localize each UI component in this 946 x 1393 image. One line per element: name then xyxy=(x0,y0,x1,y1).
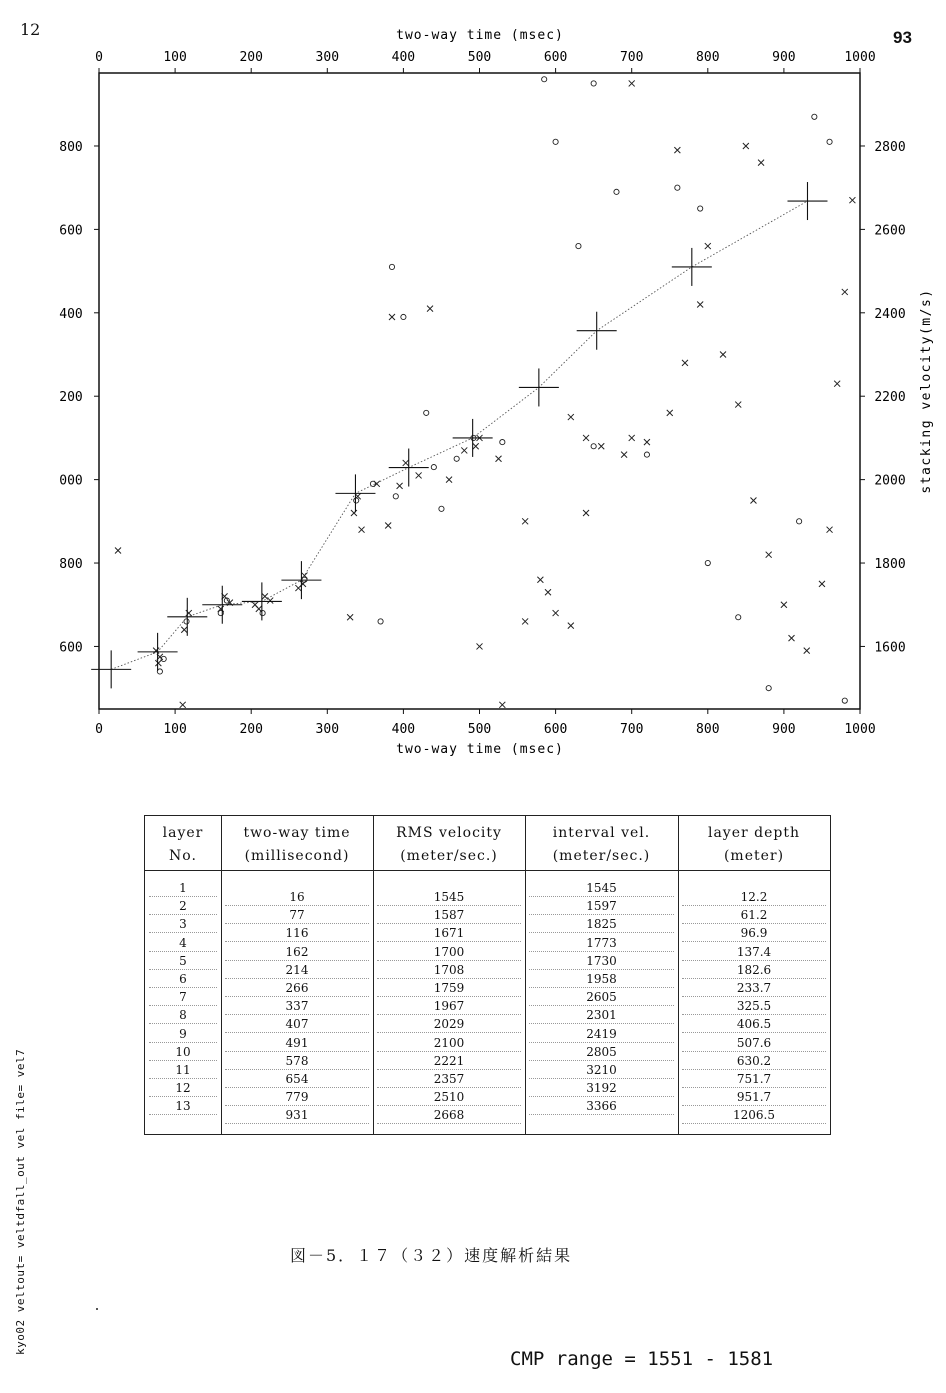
row-rule xyxy=(149,1060,217,1061)
scatter-x-point xyxy=(155,660,161,666)
scatter-x-point xyxy=(705,243,711,249)
table-cell: 2605 xyxy=(586,990,617,1005)
scatter-o-point xyxy=(576,243,581,248)
table-cell: 1759 xyxy=(433,981,465,995)
scatter-x-point xyxy=(385,522,391,528)
velocity-pick xyxy=(167,598,207,636)
velocity-pick xyxy=(389,449,429,487)
row-rule xyxy=(682,1123,826,1124)
scatter-x-point xyxy=(758,160,764,166)
right-tick-label: 2400 xyxy=(874,306,906,322)
scatter-o-point xyxy=(827,139,832,144)
table-cell: 1587 xyxy=(433,908,465,923)
column-interval-vel xyxy=(525,880,678,1130)
scatter-x-point xyxy=(720,352,726,358)
top-tick-label: 800 xyxy=(696,50,720,65)
right-tick-label: 1800 xyxy=(874,557,906,573)
scatter-x-point xyxy=(262,593,268,599)
velocity-picks xyxy=(91,182,827,688)
scatter-x-point xyxy=(397,483,403,489)
header-two-way-time: two-way time (millisecond) xyxy=(243,825,351,864)
velocity-pick xyxy=(242,582,282,620)
velocity-pick xyxy=(672,248,712,286)
velocity-pick xyxy=(281,561,321,599)
row-rule xyxy=(149,914,217,915)
bottom-tick-label: 800 xyxy=(696,722,720,737)
scatter-x-point xyxy=(735,402,741,408)
top-tick-label: 600 xyxy=(543,50,568,65)
row-rule xyxy=(529,1060,674,1061)
table-cell: 61.2 xyxy=(740,908,768,923)
row-rule xyxy=(682,1051,826,1052)
scatter-x-point xyxy=(416,472,422,478)
bottom-tick-label: 400 xyxy=(391,722,416,737)
bottom-tick-label: 300 xyxy=(315,722,340,737)
row-rule xyxy=(225,941,369,942)
scatter-x-point xyxy=(461,447,467,453)
row-rule xyxy=(377,996,521,997)
table-cell: 779 xyxy=(285,1090,309,1105)
scatter-x-point xyxy=(629,80,635,86)
scatter-o-point xyxy=(454,456,459,461)
table-cell: 13 xyxy=(175,1099,191,1114)
row-rule xyxy=(377,1087,521,1088)
table-cell: 2510 xyxy=(433,1090,465,1105)
row-rule xyxy=(682,1069,826,1070)
scatter-o-point xyxy=(401,314,406,319)
table-cell: 182.6 xyxy=(736,962,772,977)
table-cell: 3192 xyxy=(586,1081,617,1096)
row-rule xyxy=(682,960,826,961)
row-rule xyxy=(682,978,826,979)
row-rule xyxy=(149,932,217,933)
scatter-x-point xyxy=(766,552,772,558)
top-tick-label: 1000 xyxy=(844,50,876,65)
bottom-tick-label: 500 xyxy=(467,722,492,737)
scatter-o-point xyxy=(553,139,558,144)
table-cell: 2668 xyxy=(433,1108,465,1123)
scatter-x-point xyxy=(499,702,505,708)
scatter-x-point xyxy=(427,306,433,312)
row-rule xyxy=(149,987,217,988)
row-rule xyxy=(529,1042,674,1043)
row-rule xyxy=(149,896,217,897)
scatter-x-point xyxy=(834,381,840,387)
row-rule xyxy=(149,1114,217,1115)
row-rule xyxy=(682,1087,826,1088)
right-tick-label: 2600 xyxy=(874,223,906,239)
table-cell: 11 xyxy=(175,1063,191,1077)
bottom-tick-label: 0 xyxy=(95,722,103,737)
left-tick-label: 600 xyxy=(59,640,83,656)
table-cell: 1967 xyxy=(433,999,465,1014)
row-rule xyxy=(225,1123,369,1124)
scatter-x-point xyxy=(697,301,703,307)
header-layer-depth: layer depth (meter) xyxy=(707,825,800,864)
row-rule xyxy=(149,1023,217,1024)
table-cell: 3 xyxy=(179,917,187,932)
table-cell: 4 xyxy=(179,935,187,950)
scatter-o-point xyxy=(393,494,398,499)
header-layer-no: layer No. xyxy=(162,825,204,864)
row-rule xyxy=(225,1014,369,1015)
left-tick-label: 400 xyxy=(59,306,83,322)
scatter-x-point xyxy=(252,602,258,608)
top-axis-label: two-way time (msec) xyxy=(396,28,564,43)
row-rule xyxy=(225,923,369,924)
row-rule xyxy=(377,1014,521,1015)
row-rule xyxy=(529,932,674,933)
table-cell: 2357 xyxy=(433,1072,465,1086)
scatter-o-point xyxy=(389,264,394,269)
table-cell: 325.5 xyxy=(736,999,772,1014)
row-rule xyxy=(225,996,369,997)
row-rule xyxy=(529,1023,674,1024)
row-rule xyxy=(682,1032,826,1033)
table-cell: 406.5 xyxy=(736,1017,772,1032)
table-cell: 2029 xyxy=(433,1017,465,1032)
velocity-pick xyxy=(577,312,617,350)
table-cell: 162 xyxy=(285,944,309,959)
right-axis-label: stacking velocity(m/s) xyxy=(919,288,934,494)
table-cell: 1700 xyxy=(433,944,465,959)
scatter-x-point xyxy=(553,610,559,616)
table-cell: 2301 xyxy=(586,1008,617,1023)
right-tick-label: 1600 xyxy=(874,640,906,656)
row-rule xyxy=(377,978,521,979)
row-rule xyxy=(225,1069,369,1070)
row-rule xyxy=(529,1078,674,1079)
velocity-pick xyxy=(335,474,375,512)
row-rule xyxy=(529,896,674,897)
table-cell: 7 xyxy=(179,990,187,1005)
row-rule xyxy=(149,1005,217,1006)
table-cell: 1825 xyxy=(586,917,617,932)
table-cell: 2419 xyxy=(586,1026,617,1041)
table-cell: 77 xyxy=(289,908,305,923)
scatter-o-point xyxy=(378,619,383,624)
page-number-left: 12 xyxy=(20,20,41,39)
cmp-range: CMP range = 1551 - 1581 xyxy=(510,1348,774,1370)
scatter-x-point xyxy=(789,635,795,641)
table-cell: 8 xyxy=(179,1008,187,1023)
scatter-x-point xyxy=(819,581,825,587)
scatter-x-point xyxy=(682,360,688,366)
table-cell: 1206.5 xyxy=(733,1108,775,1123)
row-rule xyxy=(682,905,826,906)
scatter-o-point xyxy=(675,185,680,190)
table-cell: 1545 xyxy=(433,890,465,904)
table-cell: 1730 xyxy=(586,953,617,968)
scatter-x-point xyxy=(621,452,627,458)
table-cell: 16 xyxy=(289,890,305,904)
column-layer-no xyxy=(145,880,221,1130)
scatter-x-point xyxy=(568,414,574,420)
row-rule xyxy=(682,996,826,997)
column-rms-velocity xyxy=(373,889,525,1129)
scatter-o-point xyxy=(644,452,649,457)
table-cell: 137.4 xyxy=(736,944,772,959)
scatter-x-point xyxy=(674,147,680,153)
row-rule xyxy=(529,1096,674,1097)
top-tick-label: 100 xyxy=(163,50,187,65)
row-rule xyxy=(682,1105,826,1106)
table-cell: 233.7 xyxy=(736,981,772,995)
scatter-o-point xyxy=(542,77,547,82)
table-cell: 266 xyxy=(285,981,309,995)
bottom-tick-label: 600 xyxy=(543,722,568,737)
row-rule xyxy=(529,987,674,988)
scatter-x-point xyxy=(842,289,848,295)
scatter-x-point xyxy=(446,477,452,483)
velocity-pick xyxy=(91,650,131,688)
table-cell: 507.6 xyxy=(736,1035,772,1050)
scatter-x-point xyxy=(351,510,357,516)
scatter-o-point xyxy=(424,410,429,415)
column-two-way-time xyxy=(221,889,373,1129)
scatter-x-point xyxy=(522,618,528,624)
top-tick-label: 0 xyxy=(95,50,103,65)
left-tick-label: 000 xyxy=(59,473,83,489)
table-cell: 1545 xyxy=(586,881,617,895)
scatter-o-point xyxy=(736,615,741,620)
table-cell: 337 xyxy=(285,999,309,1014)
scatter-x-point xyxy=(477,643,483,649)
scatter-x-point xyxy=(781,602,787,608)
table-cell: 578 xyxy=(285,1053,309,1068)
velocity-pick xyxy=(787,182,827,220)
page-number-right: 93 xyxy=(893,28,912,47)
table-cell: 1 xyxy=(179,881,187,895)
table-cell: 1773 xyxy=(586,935,617,950)
layer-velocity-table xyxy=(144,815,831,1135)
left-tick-label: 800 xyxy=(59,139,83,155)
scatter-o-point xyxy=(705,560,710,565)
plot-frame xyxy=(99,73,860,709)
figure-caption: 図－5．１７（３２）速度解析結果 xyxy=(290,1246,573,1265)
table-cell: 751.7 xyxy=(736,1072,772,1086)
row-rule xyxy=(225,960,369,961)
scatter-x-point xyxy=(750,497,756,503)
scatter-o-point xyxy=(842,698,847,703)
bottom-tick-label: 900 xyxy=(772,722,796,737)
scatter-o-point xyxy=(797,519,802,524)
scatter-x-point xyxy=(849,197,855,203)
scatter-o-point xyxy=(260,610,265,615)
scatter-o-point xyxy=(431,465,436,470)
table-cell: 2 xyxy=(179,899,187,914)
scatter-x-point xyxy=(403,460,409,466)
scatter-o-point xyxy=(591,81,596,86)
speck xyxy=(96,1308,98,1310)
bottom-tick-label: 200 xyxy=(239,722,263,737)
table-cell: 1671 xyxy=(433,926,465,941)
table-cell: 951.7 xyxy=(736,1090,772,1105)
scatter-x-point xyxy=(743,143,749,149)
row-rule xyxy=(149,1096,217,1097)
table-cell: 3210 xyxy=(586,1063,617,1077)
table-cell: 1958 xyxy=(586,972,617,986)
table-cell: 6 xyxy=(179,972,187,986)
scatter-x-point xyxy=(827,527,833,533)
row-rule xyxy=(682,923,826,924)
scatter-x-point xyxy=(389,314,395,320)
velocity-trend-line xyxy=(111,201,807,669)
row-rule xyxy=(377,1032,521,1033)
bottom-tick-label: 1000 xyxy=(844,722,876,737)
table-cell: 5 xyxy=(179,953,187,968)
table-cell: 2221 xyxy=(433,1053,465,1068)
scatter-x-point xyxy=(181,627,187,633)
top-tick-label: 900 xyxy=(772,50,796,65)
row-rule xyxy=(149,1078,217,1079)
header-rms-velocity: RMS velocity (meter/sec.) xyxy=(396,825,502,864)
velocity-pick xyxy=(202,586,242,624)
table-cell: 630.2 xyxy=(736,1053,772,1068)
velocity-pick xyxy=(453,419,493,457)
scatter-x-point xyxy=(583,435,589,441)
row-rule xyxy=(529,969,674,970)
top-tick-label: 700 xyxy=(619,50,644,65)
scatter-x-point xyxy=(644,439,650,445)
side-file-label: kyo02 veltout= veltdfall_out vel file= vel7 xyxy=(14,1048,27,1355)
scatter-x-point xyxy=(347,614,353,620)
velocity-pick xyxy=(138,633,178,671)
row-rule xyxy=(529,951,674,952)
scatter-x-point xyxy=(537,577,543,583)
left-tick-label: 600 xyxy=(59,223,83,239)
scatter-x-point xyxy=(629,435,635,441)
table-cell: 214 xyxy=(285,962,309,977)
column-layer-depth xyxy=(678,889,830,1129)
scatter-x-point xyxy=(804,648,810,654)
row-rule xyxy=(377,905,521,906)
table-cell: 10 xyxy=(175,1044,191,1059)
scatter-o-point xyxy=(614,189,619,194)
top-tick-label: 400 xyxy=(391,50,416,65)
bottom-tick-label: 100 xyxy=(163,722,187,737)
table-cell: 96.9 xyxy=(740,926,768,941)
row-rule xyxy=(377,1051,521,1052)
scatter-o-point xyxy=(698,206,703,211)
right-tick-label: 2000 xyxy=(874,473,906,489)
bottom-tick-label: 700 xyxy=(619,722,644,737)
row-rule xyxy=(682,1014,826,1015)
scatter-o-point xyxy=(766,686,771,691)
row-rule xyxy=(377,941,521,942)
scatter-x-point xyxy=(522,518,528,524)
table-cell: 491 xyxy=(285,1035,309,1050)
table-cell: 1597 xyxy=(586,899,617,914)
row-rule xyxy=(149,951,217,952)
scatter-o-point xyxy=(591,444,596,449)
velocity-pick xyxy=(519,368,559,406)
table-cell: 12.2 xyxy=(740,890,768,904)
table-cell: 9 xyxy=(179,1026,187,1041)
scatter-x-point xyxy=(545,589,551,595)
row-rule xyxy=(225,1051,369,1052)
table-cell: 2100 xyxy=(433,1035,465,1050)
row-rule xyxy=(377,1069,521,1070)
row-rule xyxy=(529,1114,674,1115)
table-cell: 1708 xyxy=(433,962,465,977)
scatter-x-point xyxy=(115,548,121,554)
axis-ticks xyxy=(59,50,905,737)
row-rule xyxy=(149,969,217,970)
table-cell: 407 xyxy=(285,1017,309,1032)
left-tick-label: 800 xyxy=(59,557,83,573)
bottom-axis-label: two-way time (msec) xyxy=(396,742,564,757)
row-rule xyxy=(225,1087,369,1088)
scatter-o-point xyxy=(439,506,444,511)
row-rule xyxy=(377,1123,521,1124)
table-cell: 931 xyxy=(285,1108,309,1123)
row-rule xyxy=(225,905,369,906)
right-tick-label: 2200 xyxy=(874,390,906,406)
row-rule xyxy=(149,1042,217,1043)
table-cell: 3366 xyxy=(586,1099,617,1114)
row-rule xyxy=(225,978,369,979)
left-tick-label: 200 xyxy=(59,390,83,406)
row-rule xyxy=(377,923,521,924)
table-cell: 654 xyxy=(285,1072,309,1086)
scatter-o-point xyxy=(500,439,505,444)
table-cell: 116 xyxy=(285,926,309,941)
row-rule xyxy=(377,960,521,961)
row-rule xyxy=(225,1105,369,1106)
row-rule xyxy=(529,914,674,915)
scatter-x-point xyxy=(568,623,574,629)
scatter-o-point xyxy=(354,498,359,503)
scatter-x-point xyxy=(153,648,159,654)
top-tick-label: 200 xyxy=(239,50,263,65)
top-tick-label: 500 xyxy=(467,50,492,65)
scatter-x-point xyxy=(473,443,479,449)
row-rule xyxy=(225,1032,369,1033)
scatter-x-point xyxy=(496,456,502,462)
scatter-x-point xyxy=(180,702,186,708)
row-rule xyxy=(377,1105,521,1106)
scatter-x-point xyxy=(359,527,365,533)
scatter-x-point xyxy=(583,510,589,516)
right-tick-label: 2800 xyxy=(874,139,906,155)
scatter-x-point xyxy=(667,410,673,416)
row-rule xyxy=(682,941,826,942)
table-cell: 12 xyxy=(175,1081,191,1096)
table-cell: 2805 xyxy=(586,1044,617,1059)
scatter-o-point xyxy=(812,114,817,119)
scatter-x-point xyxy=(598,443,604,449)
row-rule xyxy=(529,1005,674,1006)
top-tick-label: 300 xyxy=(315,50,340,65)
header-interval-vel: interval vel. (meter/sec.) xyxy=(552,825,651,864)
scatter-points xyxy=(115,77,855,708)
